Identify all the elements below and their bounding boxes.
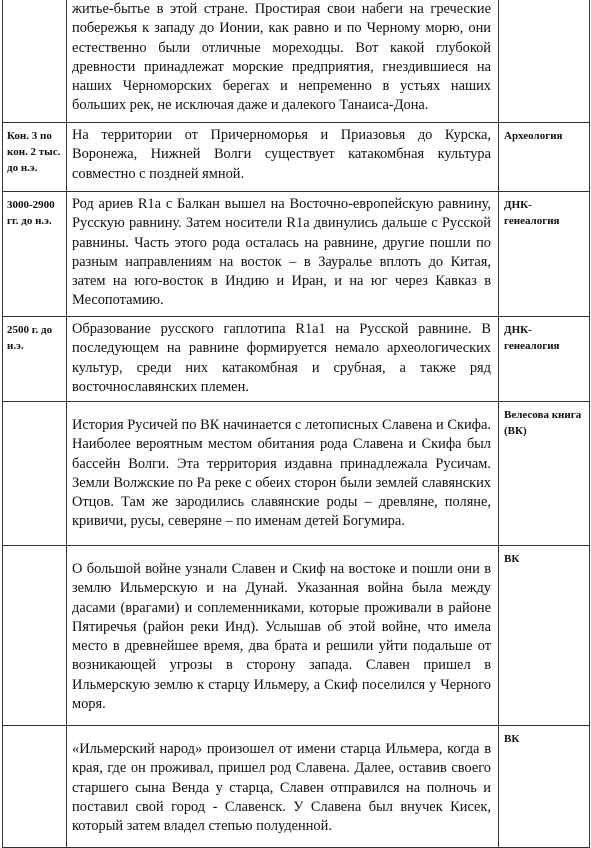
text-cell bbox=[67, 726, 499, 848]
table-row bbox=[3, 402, 590, 546]
date-cell bbox=[3, 317, 67, 402]
text-cell bbox=[67, 192, 499, 317]
table-row bbox=[3, 546, 590, 726]
row-text: житье-бытье в этой стране. Простирая свои набеги на греческие побережья к западу до Ионии, как равно и по Черному морю, они естественно были отличные мореходцы. Вот какой глубокой древности принадлежат морские предприятия, гнездившиеся на наших Черноморских берегах и непременно в устьях наших больших рек, не исключая даже и далекого Танаиса-Дона. bbox=[72, 1, 491, 114]
date-cell bbox=[3, 726, 67, 848]
table-row bbox=[3, 192, 590, 317]
source-cell bbox=[499, 317, 590, 402]
source-cell bbox=[499, 192, 590, 317]
text-cell bbox=[67, 317, 499, 402]
date-label: Кон. 3 по кон. 2 тыс. до н.э. bbox=[7, 130, 61, 174]
date-label: 2500 г. до н.э. bbox=[7, 324, 53, 352]
text-cell bbox=[67, 402, 499, 546]
source-cell bbox=[499, 123, 590, 192]
table-row bbox=[3, 726, 590, 848]
chronology-table bbox=[2, 0, 590, 848]
table-row bbox=[3, 123, 590, 192]
row-text: История Русичей по ВК начинается с летописных Славена и Скифа. Наиболее вероятным местом обитания рода Славена и Скифа был бассейн Волги. Эта территория издавна принадлежала Русичам. Земли Волжские по Ра реке с обеих сторон были землей славянских Отцов. Там же зародились славянские роды – древляне, поляне, кривичи, русы, северяне – по именам детей Богумира. bbox=[72, 417, 491, 530]
source-label bbox=[499, 0, 589, 2]
date-cell bbox=[3, 0, 67, 123]
row-text: Род ариев R1a с Балкан вышел на Восточно-европейскую равнину, Русскую равнину. Затем носители R1a двинулись дальше с Русской равнины. Часть этого рода осталась на равнине, другие пошли по разным направлениям на восток – в Зауралье вплоть до Китая, затем на юго-восток в Индию и Иран, и на юг через Кавказ в Месопотамию. bbox=[72, 196, 491, 309]
source-cell bbox=[499, 402, 590, 546]
row-text: На территории от Причерноморья и Приазовья до Курска, Воронежа, Нижней Волги существует катакомбная культура совместно с поздней ямной. bbox=[72, 127, 491, 182]
source-cell bbox=[499, 546, 590, 726]
row-text: «Ильмерский народ» произошел от имени старца Ильмера, когда в края, где он проживал, пришел род Славена. Далее, оставив своего старшего сына Венда у старца, Славен отправился на полночь и поставил свой город - Славенск. У Славена был внучек Кисек, который затем владел степью полуденной. bbox=[72, 741, 491, 835]
source-label: ВК bbox=[504, 733, 520, 745]
date-label bbox=[3, 402, 66, 407]
date-label bbox=[3, 0, 66, 2]
text-cell bbox=[67, 546, 499, 726]
source-label: ДНК-генеалогия bbox=[504, 324, 560, 352]
date-cell bbox=[3, 402, 67, 546]
date-cell bbox=[3, 123, 67, 192]
source-label: ВК bbox=[504, 553, 520, 565]
row-text: О большой войне узнали Славен и Скиф на востоке и пошли они в землю Ильмерскую и на Дунай. Указанная война была между дасами (врагами) и соплеменниками, которые проживали в районе Пятиречья (район реки Инд). Услышав об этой войне, что имела место в древнейшее время, два брата и решили уйти подальше от возникающей угрозы в сторону запада. Славен пришел в Ильмерскую землю к старцу Ильмеру, а Скиф поселился у Черного моря. bbox=[72, 561, 491, 713]
table-row bbox=[3, 317, 590, 402]
date-cell bbox=[3, 192, 67, 317]
date-label: 3000-2900 гг. до н.э. bbox=[7, 199, 55, 227]
source-cell bbox=[499, 0, 590, 123]
source-label: Археология bbox=[504, 130, 563, 142]
source-label: ДНК-генеалогия bbox=[504, 199, 560, 227]
source-label: Велесова книга (ВК) bbox=[504, 409, 582, 437]
row-text: Образование русского гаплотипа R1a1 на Русской равнине. В последующем на равнине формируется немало археологических культур, среди них катакомбная и срубная, а также ряд восточнославянских племен. bbox=[72, 321, 491, 395]
text-cell bbox=[67, 123, 499, 192]
text-cell bbox=[67, 0, 499, 123]
source-cell bbox=[499, 726, 590, 848]
table-row bbox=[3, 0, 590, 123]
date-label bbox=[3, 726, 66, 731]
date-label bbox=[3, 546, 66, 551]
date-cell bbox=[3, 546, 67, 726]
